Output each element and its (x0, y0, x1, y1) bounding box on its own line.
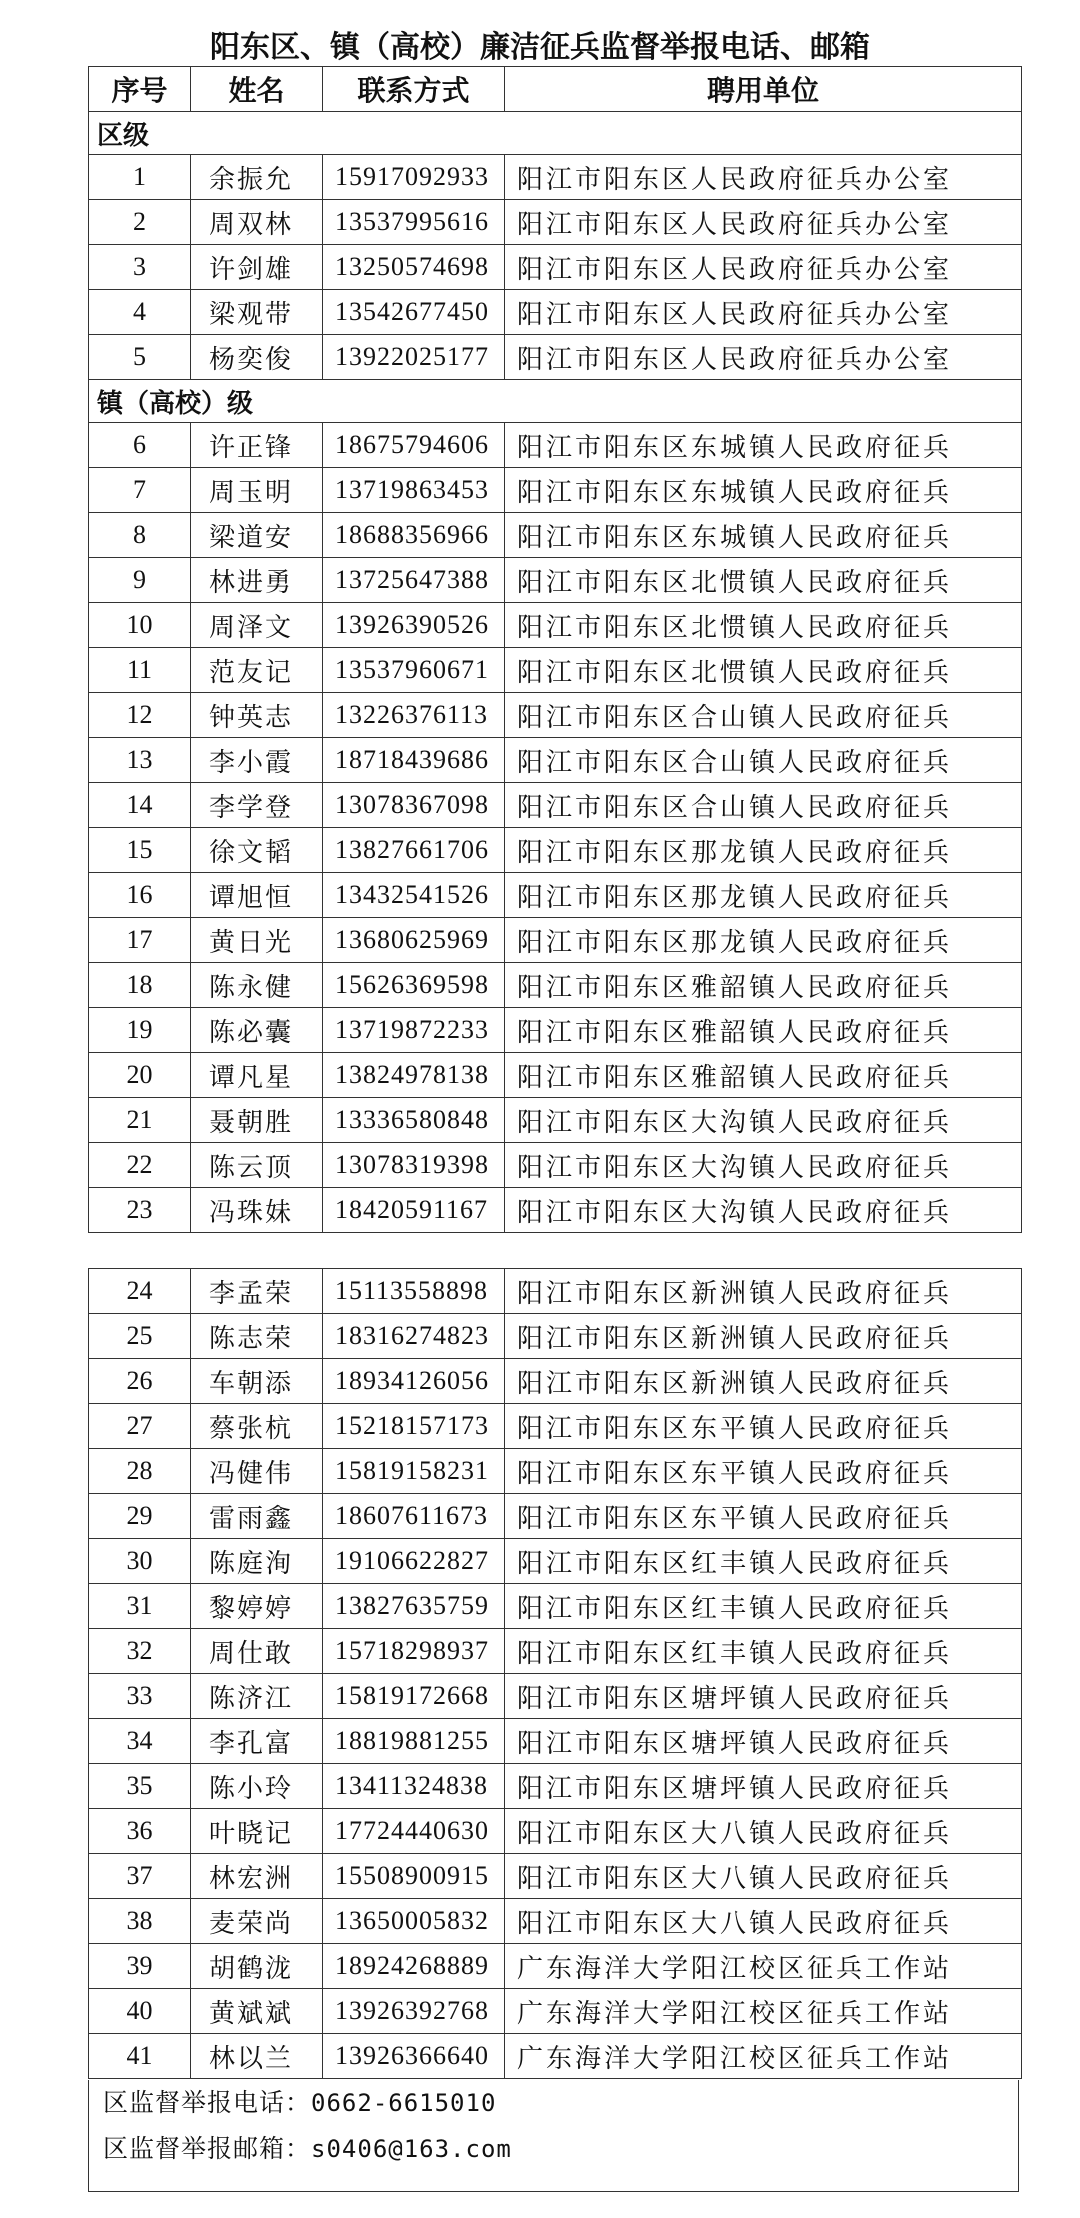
cell-number: 5 (89, 335, 191, 380)
cell-phone: 18934126056 (323, 1359, 505, 1404)
cell-number: 33 (89, 1674, 191, 1719)
cell-name: 李孔富 (191, 1719, 323, 1764)
table-row (89, 1359, 1022, 1404)
cell-unit: 阳江市阳东区人民政府征兵办公室 (505, 155, 1022, 200)
cell-number: 39 (89, 1944, 191, 1989)
footer-contact-box (88, 2080, 1019, 2192)
cell-name: 梁道安 (191, 513, 323, 558)
cell-name: 陈云顶 (191, 1143, 323, 1188)
cell-number: 25 (89, 1314, 191, 1359)
section-label-district: 区级 (89, 112, 1022, 155)
cell-unit: 阳江市阳东区大沟镇人民政府征兵 (505, 1188, 1022, 1233)
cell-phone: 18607611673 (323, 1494, 505, 1539)
section-row-district (89, 112, 1022, 155)
cell-number: 28 (89, 1449, 191, 1494)
cell-name: 钟英志 (191, 693, 323, 738)
cell-unit: 阳江市阳东区那龙镇人民政府征兵 (505, 918, 1022, 963)
cell-phone: 13827635759 (323, 1584, 505, 1629)
table-row (89, 245, 1022, 290)
cell-phone: 13537995616 (323, 200, 505, 245)
cell-name: 梁观带 (191, 290, 323, 335)
cell-number: 8 (89, 513, 191, 558)
cell-name: 黄斌斌 (191, 1989, 323, 2034)
cell-phone: 15718298937 (323, 1629, 505, 1674)
table-row (89, 693, 1022, 738)
cell-name: 许剑雄 (191, 245, 323, 290)
cell-name: 冯珠妹 (191, 1188, 323, 1233)
footer-email-line (89, 2126, 1018, 2172)
table-row (89, 1629, 1022, 1674)
cell-name: 黎婷婷 (191, 1584, 323, 1629)
table-row (89, 1143, 1022, 1188)
cell-phone: 15218157173 (323, 1404, 505, 1449)
table-row (89, 335, 1022, 380)
table-row (89, 1809, 1022, 1854)
cell-phone: 18675794606 (323, 423, 505, 468)
cell-unit: 阳江市阳东区合山镇人民政府征兵 (505, 693, 1022, 738)
table-row (89, 738, 1022, 783)
cell-phone: 13078367098 (323, 783, 505, 828)
table-row (89, 2034, 1022, 2079)
cell-phone: 19106622827 (323, 1539, 505, 1584)
cell-name: 冯健伟 (191, 1449, 323, 1494)
cell-name: 杨奕俊 (191, 335, 323, 380)
cell-phone: 13226376113 (323, 693, 505, 738)
cell-phone: 18420591167 (323, 1188, 505, 1233)
cell-number: 23 (89, 1188, 191, 1233)
header-contact: 联系方式 (323, 67, 505, 112)
cell-number: 41 (89, 2034, 191, 2079)
cell-unit: 阳江市阳东区人民政府征兵办公室 (505, 290, 1022, 335)
cell-number: 13 (89, 738, 191, 783)
cell-unit: 阳江市阳东区那龙镇人民政府征兵 (505, 873, 1022, 918)
cell-number: 4 (89, 290, 191, 335)
cell-unit: 广东海洋大学阳江校区征兵工作站 (505, 1989, 1022, 2034)
cell-name: 李小霞 (191, 738, 323, 783)
cell-name: 周双林 (191, 200, 323, 245)
cell-name: 李学登 (191, 783, 323, 828)
cell-unit: 阳江市阳东区东城镇人民政府征兵 (505, 513, 1022, 558)
cell-number: 16 (89, 873, 191, 918)
cell-phone: 13719872233 (323, 1008, 505, 1053)
cell-name: 谭旭恒 (191, 873, 323, 918)
cell-phone: 18718439686 (323, 738, 505, 783)
cell-phone: 15917092933 (323, 155, 505, 200)
cell-number: 11 (89, 648, 191, 693)
cell-unit: 阳江市阳东区塘坪镇人民政府征兵 (505, 1674, 1022, 1719)
cell-number: 32 (89, 1629, 191, 1674)
table-row (89, 558, 1022, 603)
cell-name: 陈必囊 (191, 1008, 323, 1053)
cell-name: 林进勇 (191, 558, 323, 603)
table-row (89, 1053, 1022, 1098)
contact-table-part2 (88, 1268, 1022, 2079)
cell-unit: 阳江市阳东区红丰镇人民政府征兵 (505, 1539, 1022, 1584)
cell-number: 29 (89, 1494, 191, 1539)
cell-unit: 阳江市阳东区雅韶镇人民政府征兵 (505, 1053, 1022, 1098)
header-number: 序号 (89, 67, 191, 112)
cell-phone: 13926366640 (323, 2034, 505, 2079)
table-row (89, 290, 1022, 335)
cell-phone: 13824978138 (323, 1053, 505, 1098)
table-row (89, 1008, 1022, 1053)
cell-unit: 阳江市阳东区那龙镇人民政府征兵 (505, 828, 1022, 873)
cell-phone: 15626369598 (323, 963, 505, 1008)
cell-number: 37 (89, 1854, 191, 1899)
footer-email-value: s0406@163.com (311, 2135, 512, 2163)
cell-name: 徐文韬 (191, 828, 323, 873)
table-row (89, 963, 1022, 1008)
footer-phone-label: 区监督举报电话： (103, 2088, 312, 2117)
section-row-town (89, 380, 1022, 423)
cell-phone: 13336580848 (323, 1098, 505, 1143)
table-row (89, 468, 1022, 513)
table-row (89, 423, 1022, 468)
cell-number: 38 (89, 1899, 191, 1944)
cell-name: 陈济江 (191, 1674, 323, 1719)
cell-phone: 13650005832 (323, 1899, 505, 1944)
table-row (89, 1899, 1022, 1944)
cell-number: 17 (89, 918, 191, 963)
cell-name: 胡鹤泷 (191, 1944, 323, 1989)
cell-name: 周泽文 (191, 603, 323, 648)
cell-unit: 阳江市阳东区塘坪镇人民政府征兵 (505, 1719, 1022, 1764)
cell-phone: 13827661706 (323, 828, 505, 873)
cell-name: 谭凡星 (191, 1053, 323, 1098)
cell-phone: 15819158231 (323, 1449, 505, 1494)
cell-unit: 阳江市阳东区新洲镇人民政府征兵 (505, 1269, 1022, 1314)
cell-number: 6 (89, 423, 191, 468)
cell-phone: 13725647388 (323, 558, 505, 603)
table-row (89, 1314, 1022, 1359)
table-header (89, 67, 1022, 112)
cell-unit: 阳江市阳东区大八镇人民政府征兵 (505, 1854, 1022, 1899)
header-unit: 聘用单位 (505, 67, 1022, 112)
cell-unit: 阳江市阳东区东城镇人民政府征兵 (505, 423, 1022, 468)
cell-number: 14 (89, 783, 191, 828)
cell-name: 陈庭洵 (191, 1539, 323, 1584)
cell-number: 20 (89, 1053, 191, 1098)
cell-number: 2 (89, 200, 191, 245)
table-row (89, 1098, 1022, 1143)
cell-phone: 13680625969 (323, 918, 505, 963)
table-row (89, 1854, 1022, 1899)
cell-name: 车朝添 (191, 1359, 323, 1404)
footer-phone-value: 0662-6615010 (311, 2089, 497, 2117)
cell-phone: 13542677450 (323, 290, 505, 335)
cell-phone: 13432541526 (323, 873, 505, 918)
cell-phone: 13078319398 (323, 1143, 505, 1188)
table-row (89, 1449, 1022, 1494)
table-row (89, 648, 1022, 693)
cell-unit: 阳江市阳东区东平镇人民政府征兵 (505, 1404, 1022, 1449)
cell-unit: 阳江市阳东区红丰镇人民政府征兵 (505, 1629, 1022, 1674)
cell-phone: 13922025177 (323, 335, 505, 380)
footer-phone-line (89, 2080, 1018, 2126)
cell-number: 27 (89, 1404, 191, 1449)
cell-number: 1 (89, 155, 191, 200)
cell-phone: 13537960671 (323, 648, 505, 693)
cell-name: 陈永健 (191, 963, 323, 1008)
cell-unit: 阳江市阳东区大沟镇人民政府征兵 (505, 1143, 1022, 1188)
cell-phone: 13719863453 (323, 468, 505, 513)
cell-unit: 阳江市阳东区人民政府征兵办公室 (505, 245, 1022, 290)
cell-unit: 广东海洋大学阳江校区征兵工作站 (505, 1944, 1022, 1989)
table-row (89, 783, 1022, 828)
cell-number: 36 (89, 1809, 191, 1854)
cell-number: 3 (89, 245, 191, 290)
cell-unit: 阳江市阳东区东城镇人民政府征兵 (505, 468, 1022, 513)
cell-number: 22 (89, 1143, 191, 1188)
cell-name: 许正锋 (191, 423, 323, 468)
cell-name: 陈小玲 (191, 1764, 323, 1809)
cell-unit: 阳江市阳东区新洲镇人民政府征兵 (505, 1314, 1022, 1359)
cell-unit: 阳江市阳东区大八镇人民政府征兵 (505, 1899, 1022, 1944)
table-row (89, 828, 1022, 873)
cell-unit: 阳江市阳东区东平镇人民政府征兵 (505, 1449, 1022, 1494)
cell-number: 7 (89, 468, 191, 513)
cell-number: 21 (89, 1098, 191, 1143)
footer-email-label: 区监督举报邮箱： (103, 2134, 312, 2163)
table-row (89, 873, 1022, 918)
table-row (89, 1944, 1022, 1989)
contact-table-part1 (88, 66, 1022, 1233)
cell-name: 聂朝胜 (191, 1098, 323, 1143)
cell-unit: 阳江市阳东区红丰镇人民政府征兵 (505, 1584, 1022, 1629)
cell-unit: 阳江市阳东区塘坪镇人民政府征兵 (505, 1764, 1022, 1809)
cell-phone: 13250574698 (323, 245, 505, 290)
cell-unit: 阳江市阳东区雅韶镇人民政府征兵 (505, 963, 1022, 1008)
cell-unit: 阳江市阳东区北惯镇人民政府征兵 (505, 558, 1022, 603)
cell-number: 18 (89, 963, 191, 1008)
cell-number: 30 (89, 1539, 191, 1584)
cell-number: 34 (89, 1719, 191, 1764)
cell-name: 蔡张杭 (191, 1404, 323, 1449)
table-row (89, 1764, 1022, 1809)
cell-number: 12 (89, 693, 191, 738)
cell-phone: 17724440630 (323, 1809, 505, 1854)
cell-name: 范友记 (191, 648, 323, 693)
table-row (89, 155, 1022, 200)
cell-name: 陈志荣 (191, 1314, 323, 1359)
cell-name: 周仕敢 (191, 1629, 323, 1674)
cell-name: 林宏洲 (191, 1854, 323, 1899)
cell-name: 余振允 (191, 155, 323, 200)
cell-phone: 18688356966 (323, 513, 505, 558)
cell-phone: 15113558898 (323, 1269, 505, 1314)
cell-name: 周玉明 (191, 468, 323, 513)
table-row (89, 1719, 1022, 1764)
cell-number: 24 (89, 1269, 191, 1314)
cell-number: 31 (89, 1584, 191, 1629)
table-row (89, 200, 1022, 245)
cell-name: 林以兰 (191, 2034, 323, 2079)
cell-unit: 阳江市阳东区大沟镇人民政府征兵 (505, 1098, 1022, 1143)
table-row (89, 1539, 1022, 1584)
table-row (89, 1494, 1022, 1539)
cell-unit: 阳江市阳东区东平镇人民政府征兵 (505, 1494, 1022, 1539)
cell-number: 15 (89, 828, 191, 873)
cell-unit: 阳江市阳东区雅韶镇人民政府征兵 (505, 1008, 1022, 1053)
cell-number: 10 (89, 603, 191, 648)
table-row (89, 603, 1022, 648)
cell-number: 35 (89, 1764, 191, 1809)
cell-unit: 阳江市阳东区新洲镇人民政府征兵 (505, 1359, 1022, 1404)
cell-number: 9 (89, 558, 191, 603)
cell-unit: 阳江市阳东区北惯镇人民政府征兵 (505, 648, 1022, 693)
cell-phone: 18924268889 (323, 1944, 505, 1989)
cell-name: 黄日光 (191, 918, 323, 963)
cell-unit: 阳江市阳东区大八镇人民政府征兵 (505, 1809, 1022, 1854)
cell-phone: 15819172668 (323, 1674, 505, 1719)
table-row (89, 1404, 1022, 1449)
cell-phone: 13926392768 (323, 1989, 505, 2034)
cell-unit: 阳江市阳东区北惯镇人民政府征兵 (505, 603, 1022, 648)
table-row (89, 513, 1022, 558)
cell-number: 26 (89, 1359, 191, 1404)
cell-unit: 广东海洋大学阳江校区征兵工作站 (505, 2034, 1022, 2079)
table-row (89, 1674, 1022, 1719)
cell-name: 李孟荣 (191, 1269, 323, 1314)
cell-unit: 阳江市阳东区合山镇人民政府征兵 (505, 783, 1022, 828)
cell-phone: 13926390526 (323, 603, 505, 648)
table-row (89, 1989, 1022, 2034)
cell-name: 雷雨鑫 (191, 1494, 323, 1539)
table-row (89, 1584, 1022, 1629)
table-row (89, 918, 1022, 963)
cell-phone: 13411324838 (323, 1764, 505, 1809)
table-row (89, 1269, 1022, 1314)
page-title: 阳东区、镇（高校）廉洁征兵监督举报电话、邮箱 (210, 30, 870, 65)
cell-name: 麦荣尚 (191, 1899, 323, 1944)
section-label-town: 镇（高校）级 (89, 380, 1022, 423)
cell-phone: 18819881255 (323, 1719, 505, 1764)
cell-unit: 阳江市阳东区人民政府征兵办公室 (505, 200, 1022, 245)
cell-unit: 阳江市阳东区人民政府征兵办公室 (505, 335, 1022, 380)
cell-phone: 18316274823 (323, 1314, 505, 1359)
header-name: 姓名 (191, 67, 323, 112)
table-row (89, 1188, 1022, 1233)
cell-unit: 阳江市阳东区合山镇人民政府征兵 (505, 738, 1022, 783)
cell-number: 19 (89, 1008, 191, 1053)
cell-name: 叶晓记 (191, 1809, 323, 1854)
cell-number: 40 (89, 1989, 191, 2034)
cell-phone: 15508900915 (323, 1854, 505, 1899)
